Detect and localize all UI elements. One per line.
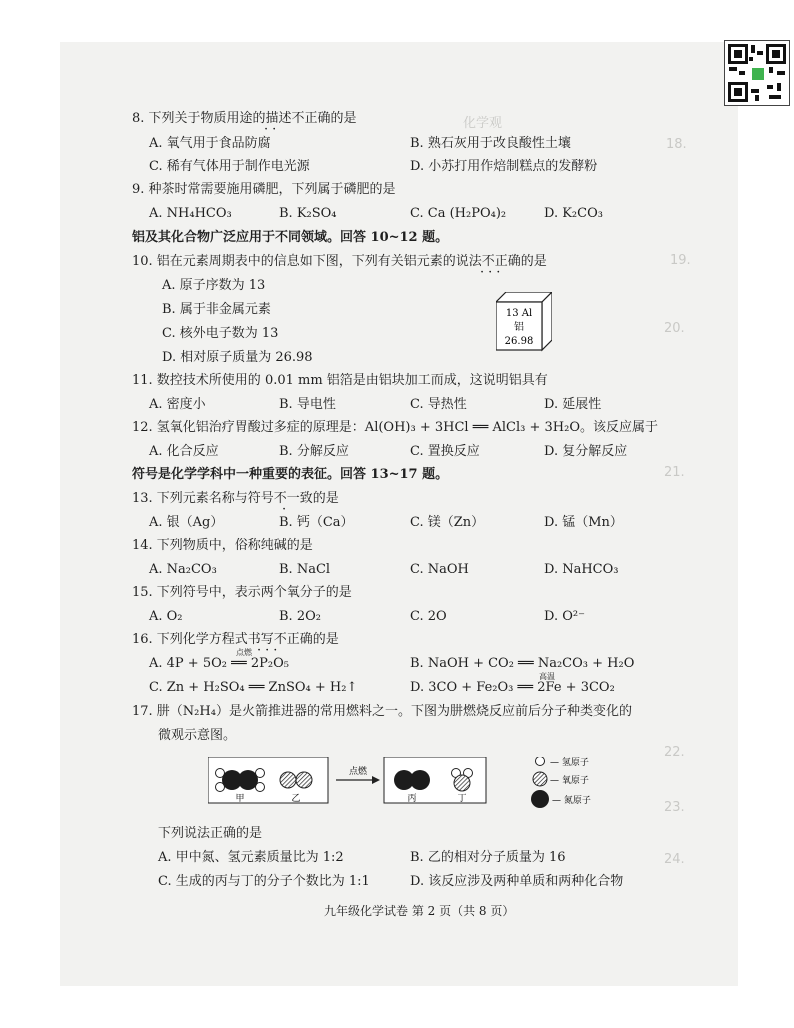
q15-stem: 15. 下列符号中，表示两个氧分子的是 <box>132 585 352 600</box>
q9-option-d[interactable]: D. K₂CO₃ <box>544 206 603 221</box>
emphasis-dots: · <box>282 502 291 517</box>
q17-option-a[interactable]: A. 甲中氮、氢元素质量比为 1:2 <box>158 850 344 865</box>
q11-option-d[interactable]: D. 延展性 <box>544 397 602 412</box>
legend-nitrogen: — 氮原子 <box>552 796 591 806</box>
q12-option-c[interactable]: C. 置换反应 <box>410 444 480 459</box>
section-heading-symbols: 符号是化学学科中一种重要的表征。回答 13~17 题。 <box>132 467 449 482</box>
label-bing: 丙 <box>407 794 417 804</box>
bleed-through-text: 19. <box>670 253 691 268</box>
q11-stem: 11. 数控技术所使用的 0.01 mm 铝箔是由铝块加工而成，这说明铝具有 <box>132 373 548 388</box>
legend-hydrogen: — 氢原子 <box>550 758 589 768</box>
q13-option-b[interactable]: B. 钙（Ca） <box>279 515 354 530</box>
legend-oxygen: — 氧原子 <box>550 776 589 786</box>
q12-option-b[interactable]: B. 分解反应 <box>279 444 349 459</box>
section-heading-aluminum: 铝及其化合物广泛应用于不同领域。回答 10~12 题。 <box>132 230 449 245</box>
q13-option-d[interactable]: D. 锰（Mn） <box>544 515 623 530</box>
q15-option-b[interactable]: B. 2O₂ <box>279 609 321 624</box>
emphasis-dots: ··· <box>480 265 505 280</box>
q9-option-b[interactable]: B. K₂SO₄ <box>279 206 337 221</box>
q13-option-c[interactable]: C. 镁（Zn） <box>410 515 485 530</box>
q12-stem: 12. 氢氧化铝治疗胃酸过多症的原理是：Al(OH)₃ + 3HCl ══ AlCl₃ + 3H₂O。该反应属于 <box>132 420 658 435</box>
q13-option-a[interactable]: A. 银（Ag） <box>149 515 224 530</box>
cube-number-symbol: 13 Al <box>505 308 533 319</box>
q16-d-condition: 高温 <box>539 672 555 681</box>
q16-option-c[interactable]: C. Zn + H₂SO₄ ══ ZnSO₄ + H₂↑ <box>149 680 358 695</box>
bleed-through-text: 20. <box>664 321 685 336</box>
q10-option-a[interactable]: A. 原子序数为 13 <box>162 278 266 293</box>
bleed-through-text: 24. <box>664 852 685 867</box>
cube-atomic-mass: 26.98 <box>504 336 534 347</box>
q12-option-a[interactable]: A. 化合反应 <box>149 444 219 459</box>
q9-option-c[interactable]: C. Ca (H₂PO₄)₂ <box>410 206 507 221</box>
q14-option-b[interactable]: B. NaCl <box>279 562 331 577</box>
q15-option-c[interactable]: C. 2O <box>410 609 447 624</box>
cube-element-name: 铝 <box>514 322 524 333</box>
q8-option-a[interactable]: A. 氧气用于食品防腐 <box>149 136 271 151</box>
q17-sub-question: 下列说法正确的是 <box>158 826 263 841</box>
bleed-through-text: 化学观 <box>463 116 503 131</box>
q15-option-a[interactable]: A. O₂ <box>149 609 183 624</box>
q17-option-c[interactable]: C. 生成的丙与丁的分子个数比为 1:1 <box>158 874 370 889</box>
q17-option-d[interactable]: D. 该反应涉及两种单质和两种化合物 <box>410 874 624 889</box>
q14-option-c[interactable]: C. NaOH <box>410 562 469 577</box>
q9-option-a[interactable]: A. NH₄HCO₃ <box>149 206 232 221</box>
q16-stem: 16. 下列化学方程式书写不正确的是 <box>132 632 339 647</box>
q10-option-b[interactable]: B. 属于非金属元素 <box>162 302 271 317</box>
q16-option-a[interactable]: A. 4P + 5O₂ ══ 2P₂O₅ <box>149 656 289 671</box>
emphasis-dots: ··· <box>257 643 282 658</box>
q10-stem: 10. 铝在元素周期表中的信息如下图，下列有关铝元素的说法不正确的是 <box>132 254 547 269</box>
bleed-through-text: 23. <box>664 800 685 815</box>
q8-stem: 8. 下列关于物质用途的描述不正确的是 <box>132 111 357 126</box>
q11-option-a[interactable]: A. 密度小 <box>149 397 206 412</box>
q16-a-condition: 点燃 <box>236 648 252 657</box>
q10-option-d[interactable]: D. 相对原子质量为 26.98 <box>162 350 313 365</box>
q8-option-b[interactable]: B. 熟石灰用于改良酸性土壤 <box>410 136 571 151</box>
qr-logo-icon <box>751 67 765 81</box>
bleed-through-text: 18. <box>666 137 687 152</box>
q11-option-c[interactable]: C. 导热性 <box>410 397 467 412</box>
q17-stem: 17. 肼（N₂H₄）是火箭推进器的常用燃料之一。下图为肼燃烧反应前后分子种类变化的 <box>132 704 632 719</box>
q10-option-c[interactable]: C. 核外电子数为 13 <box>162 326 279 341</box>
qr-code[interactable] <box>724 40 790 106</box>
label-ding: 丁 <box>457 794 467 804</box>
label-jia: 甲 <box>235 794 245 804</box>
q13-stem: 13. 下列元素名称与符号不一致的是 <box>132 491 339 506</box>
q15-option-d[interactable]: D. O²⁻ <box>544 609 585 624</box>
bleed-through-text: 22. <box>664 745 685 760</box>
emphasis-dots: ·· <box>264 122 281 137</box>
aluminum-element-cube <box>496 292 552 352</box>
q14-option-a[interactable]: A. Na₂CO₃ <box>149 562 217 577</box>
q11-option-b[interactable]: B. 导电性 <box>279 397 336 412</box>
combustion-micro-diagram <box>208 757 608 817</box>
q14-stem: 14. 下列物质中，俗称纯碱的是 <box>132 538 313 553</box>
arrow-condition-label: 点燃 <box>348 767 368 777</box>
q8-option-d[interactable]: D. 小苏打用作焙制糕点的发酵粉 <box>410 159 598 174</box>
q16-option-d[interactable]: D. 3CO + Fe₂O₃ ══ 2Fe + 3CO₂ <box>410 680 615 695</box>
q14-option-d[interactable]: D. NaHCO₃ <box>544 562 619 577</box>
q12-option-d[interactable]: D. 复分解反应 <box>544 444 628 459</box>
q16-option-b[interactable]: B. NaOH + CO₂ ══ Na₂CO₃ + H₂O <box>410 656 635 671</box>
q17-stem-continued: 微观示意图。 <box>158 728 237 743</box>
bleed-through-text: 21. <box>664 465 685 480</box>
q8-option-c[interactable]: C. 稀有气体用于制作电光源 <box>149 159 310 174</box>
page-footer: 九年级化学试卷 第 2 页（共 8 页） <box>324 904 515 918</box>
label-yi: 乙 <box>291 794 301 804</box>
q17-option-b[interactable]: B. 乙的相对分子质量为 16 <box>410 850 566 865</box>
q9-stem: 9. 种茶时常需要施用磷肥，下列属于磷肥的是 <box>132 182 396 197</box>
